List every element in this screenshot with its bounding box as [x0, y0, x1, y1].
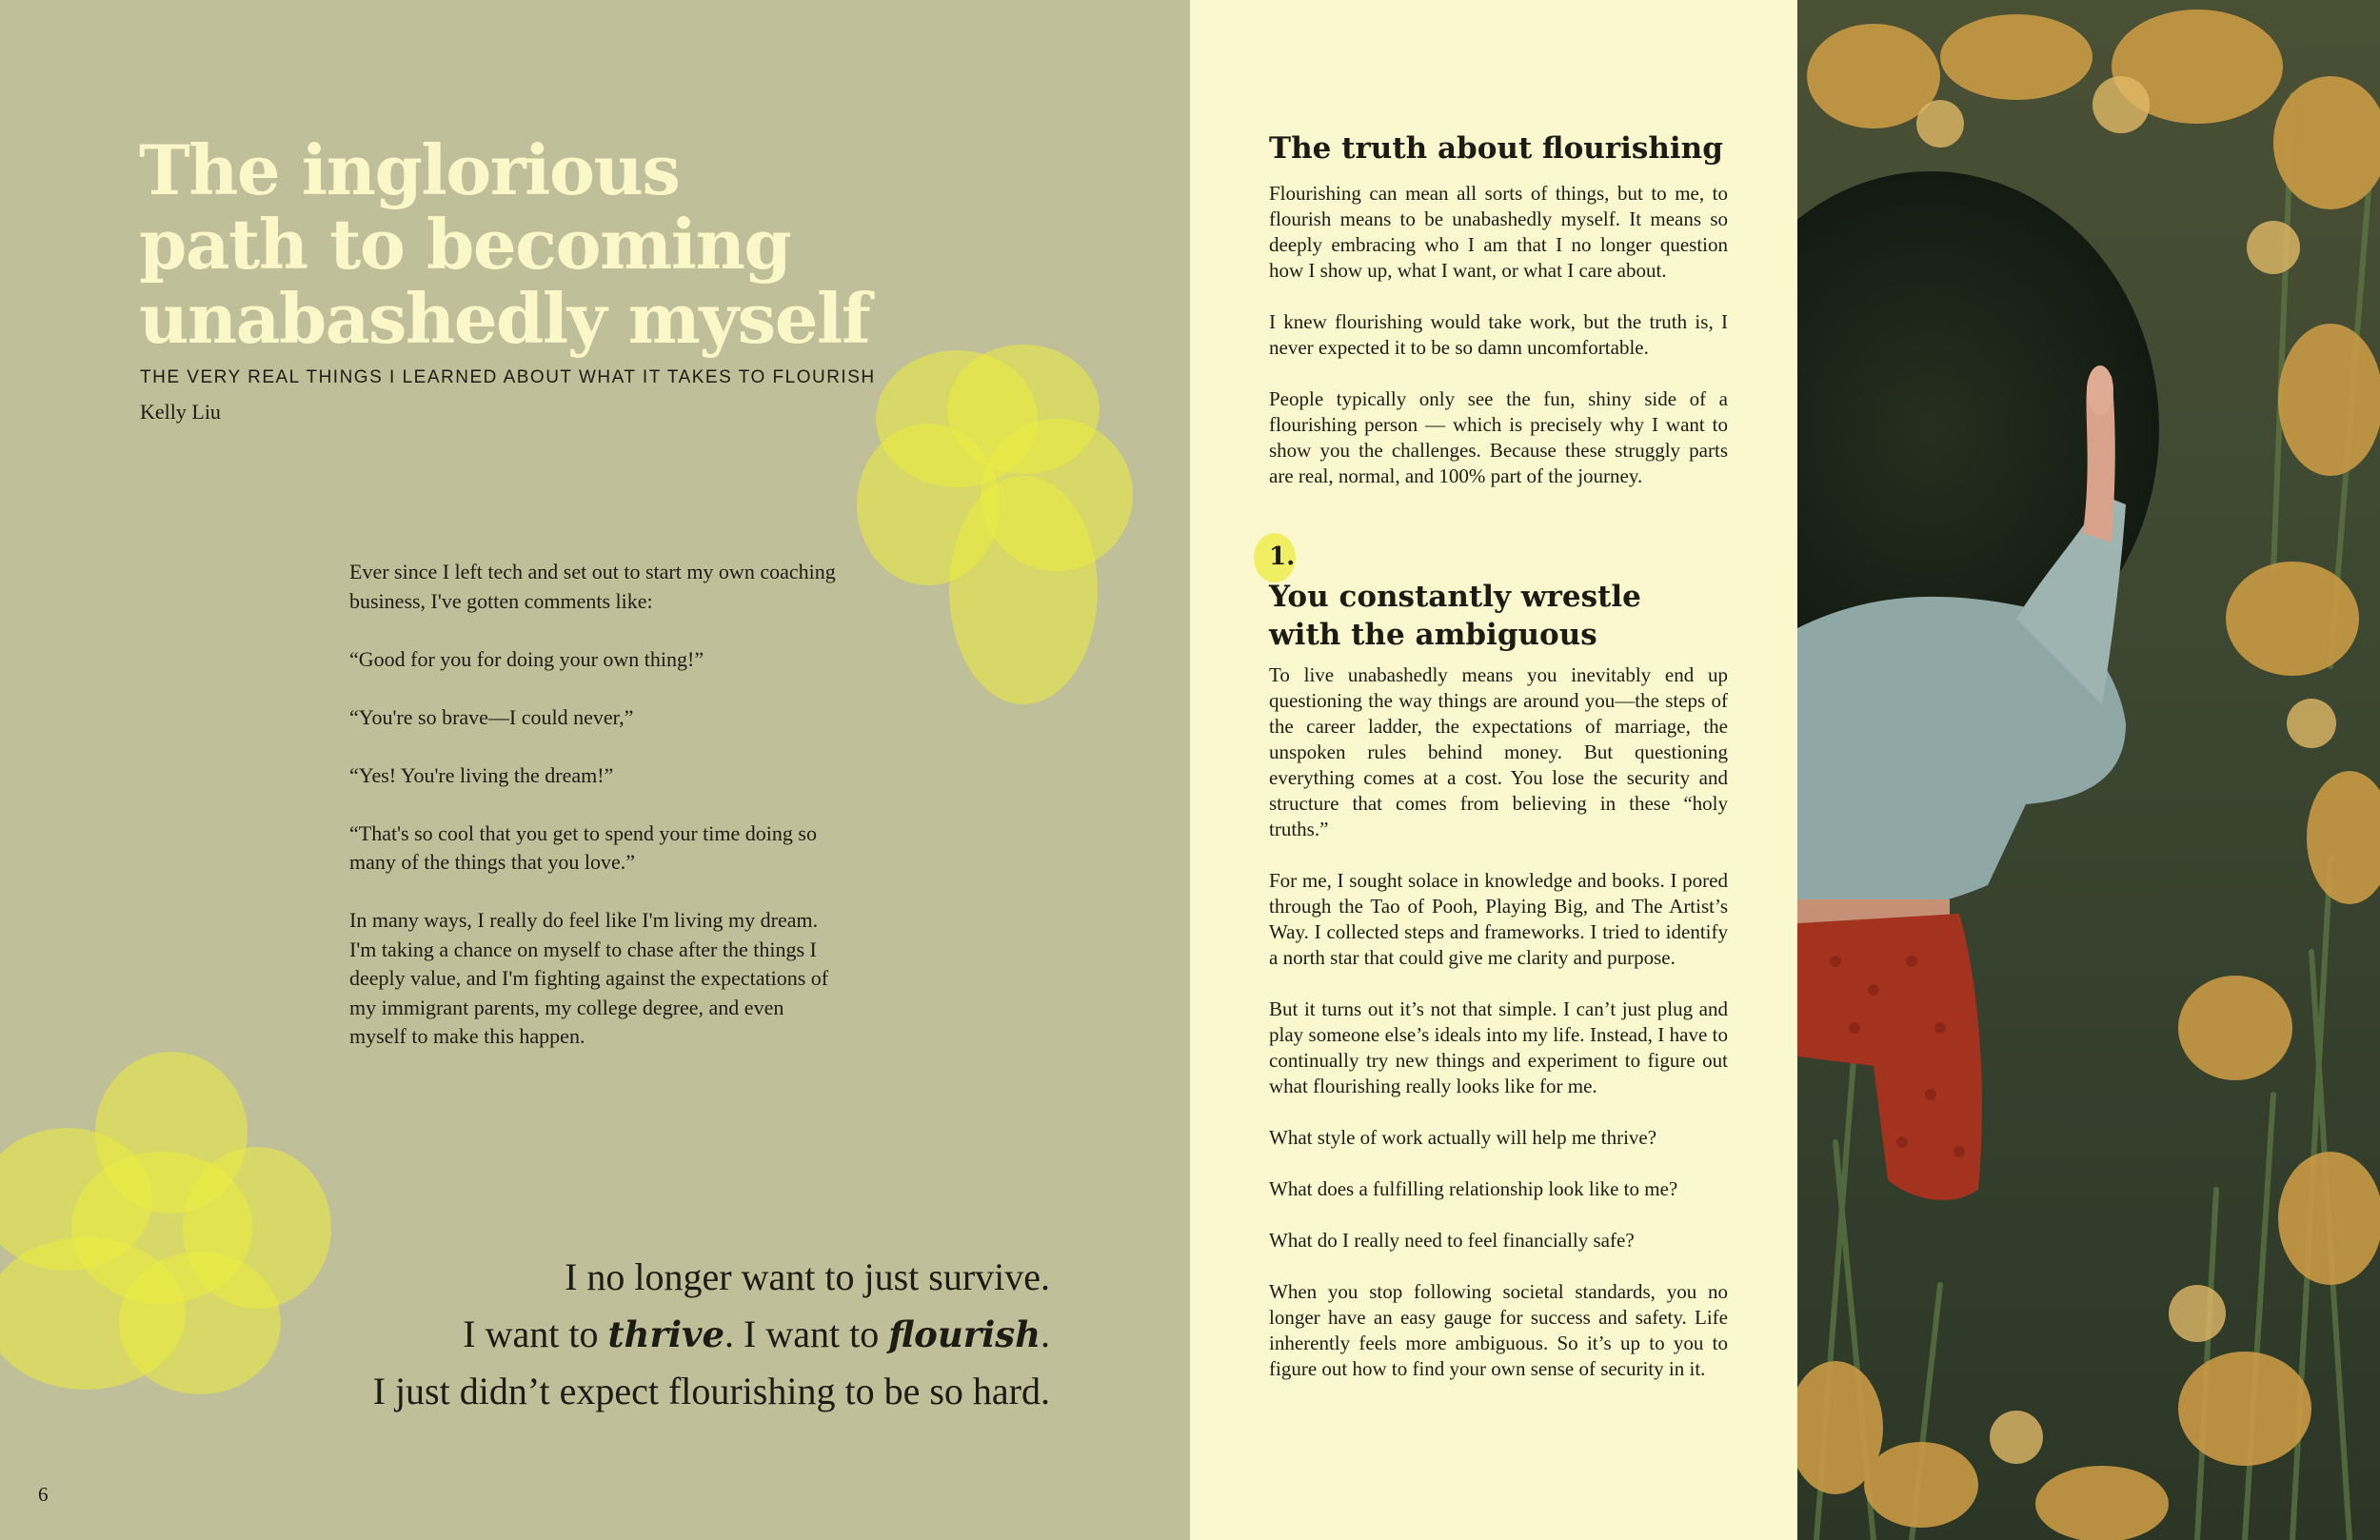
point-heading — [1269, 578, 1745, 654]
pull-quote-segment: . — [1041, 1313, 1050, 1355]
pull-quote — [288, 1249, 1050, 1420]
flower-field-photo — [1797, 0, 2380, 1540]
point-heading-line: You constantly wrestle — [1269, 580, 1641, 614]
title-line: path to becoming — [139, 204, 791, 285]
emphasis-thrive: thrive — [607, 1313, 725, 1355]
pull-quote-line: I no longer want to just survive. — [565, 1255, 1050, 1298]
title-line: The inglorious — [139, 129, 680, 210]
intro-paragraph: “That's so cool that you get to spend your time doing so many of the things that you love.” — [349, 820, 817, 874]
section-body — [1269, 181, 1728, 515]
pull-quote-segment: I want to — [463, 1313, 608, 1355]
body-paragraph: What does a fulfilling relationship look like to me? — [1269, 1177, 1678, 1200]
intro-text — [349, 558, 844, 1080]
article-subtitle: THE VERY REAL THINGS I LEARNED ABOUT WHAT IT TAKES TO FLOURISH — [140, 367, 876, 387]
point-body — [1269, 662, 1728, 1408]
pull-quote-segment: . I want to — [724, 1313, 889, 1355]
pull-quote-line: I just didn’t expect flourishing to be so hard. — [372, 1370, 1050, 1412]
intro-paragraph: In many ways, I really do feel like I'm living my dream. I'm taking a chance on myself to chase after the things I deeply value, and I'm fighting against the expectations of my immigrant parents, my college degree, and even myself to make this happen. — [349, 908, 829, 1048]
body-paragraph: Flourishing can mean all sorts of things, but to me, to flourish means to be unabashedly myself. It means so deeply embracing who I am that I no longer question how I show up, what I want, or what I care about. — [1269, 182, 1728, 282]
body-paragraph: What style of work actually will help me thrive? — [1269, 1126, 1657, 1149]
intro-paragraph: Ever since I left tech and set out to start my own coaching business, I've gotten comments like: — [349, 560, 836, 613]
body-paragraph: I knew flourishing would take work, but the truth is, I never expected it to be so damn uncomfortable. — [1269, 310, 1728, 359]
body-paragraph: What do I really need to feel financially safe? — [1269, 1229, 1635, 1252]
page-number: 6 — [38, 1483, 49, 1506]
body-paragraph: When you stop following societal standards, you no longer have an easy gauge for success and safety. Life inherently feels more ambiguous. So it’s up to you to figure out how to find your own sense of security in it. — [1269, 1280, 1728, 1380]
point-number: 1. — [1269, 543, 1296, 571]
body-paragraph: To live unabashedly means you inevitably end up questioning the way things are around you—the steps of the career ladder, the expectations of marriage, the unspoken rules behind money. But questioning everything comes at a cost. You lose the security and structure that comes from believing in these “holy truths.” — [1269, 663, 1728, 840]
intro-paragraph: “Good for you for doing your own thing!” — [349, 646, 704, 671]
author-name: Kelly Liu — [140, 400, 221, 424]
section-heading: The truth about flourishing — [1269, 131, 1723, 166]
intro-paragraph: “You're so brave—I could never,” — [349, 704, 634, 729]
intro-paragraph: “Yes! You're living the dream!” — [349, 762, 614, 787]
point-heading-line: with the ambiguous — [1269, 618, 1597, 652]
article-title — [139, 129, 901, 359]
body-paragraph: For me, I sought solace in knowledge and books. I pored through the Tao of Pooh, Playing Big, and The Artist’s Way. I collected steps and frameworks. I tried to identify a north star that could give me clarity and purpose. — [1269, 869, 1728, 969]
emphasis-flourish: flourish — [888, 1313, 1041, 1355]
pull-quote-line — [288, 1306, 1050, 1363]
body-paragraph: But it turns out it’s not that simple. I can’t just plug and play someone else’s ideals into my life. Instead, I have to continually try new things and experiment to figure out what flourishing really looks like for me. — [1269, 997, 1728, 1097]
title-line: unabashedly myself — [139, 278, 870, 359]
body-paragraph: People typically only see the fun, shiny side of a flourishing person — which is precisely why I want to show you the challenges. Because these struggly parts are real, normal, and 100% part of the journey. — [1269, 387, 1728, 487]
photo-illustration — [1797, 0, 2380, 1540]
flower-blob-top — [852, 343, 1157, 714]
